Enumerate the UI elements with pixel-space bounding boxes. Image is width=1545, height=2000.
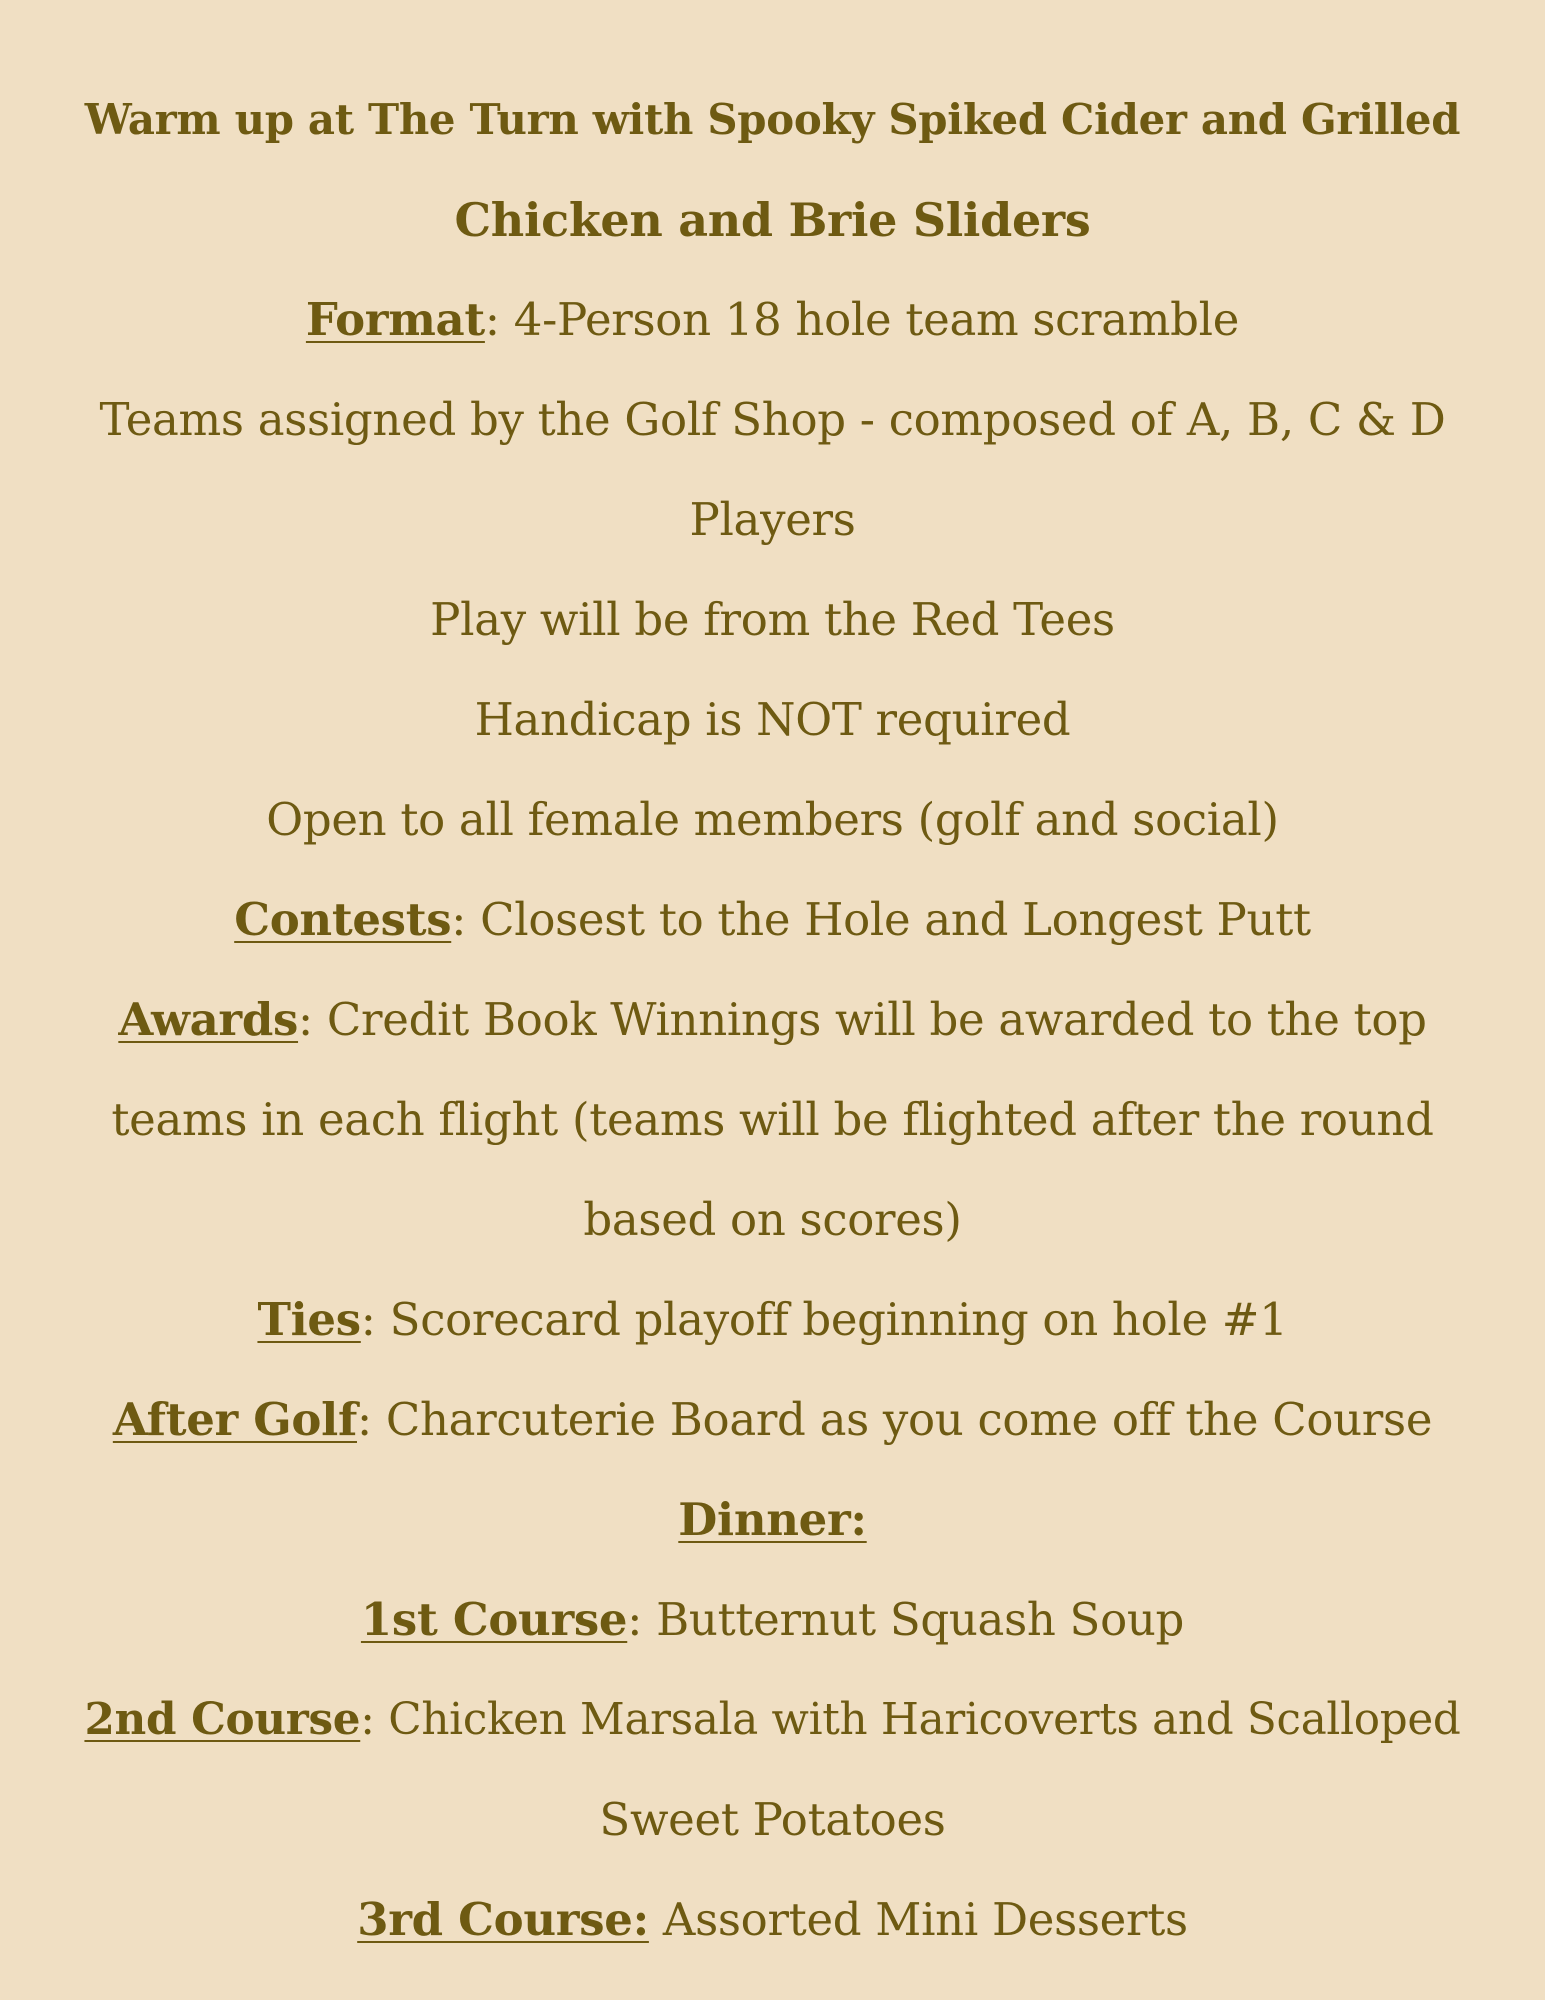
course-1-label: 1st Course bbox=[360, 1593, 628, 1646]
ties-row bbox=[70, 1270, 1475, 1370]
ties-label: Ties bbox=[257, 1293, 361, 1346]
format-label: Format bbox=[305, 293, 485, 346]
course-3-text: Assorted Mini Desserts bbox=[648, 1893, 1188, 1946]
ties-text: : Scorecard playoff beginning on hole #1 bbox=[360, 1293, 1288, 1346]
tees-row: Play will be from the Red Tees bbox=[430, 593, 1115, 646]
after-golf-row bbox=[70, 1370, 1475, 1470]
dinner-row bbox=[70, 1470, 1475, 1570]
contests-label: Contests bbox=[234, 893, 452, 946]
teams-line-2: Players bbox=[689, 493, 856, 546]
after-golf-label: After Golf bbox=[112, 1393, 357, 1446]
handicap-row: Handicap is NOT required bbox=[474, 693, 1071, 746]
course-2-line-2: Sweet Potatoes bbox=[599, 1793, 946, 1846]
awards-text: : Credit Book Winnings will be awarded to the top bbox=[298, 993, 1427, 1046]
course-2-label: 2nd Course bbox=[84, 1694, 361, 1745]
awards-label: Awards bbox=[118, 993, 299, 1046]
course-3-label: 3rd Course: bbox=[357, 1893, 649, 1946]
course-1-text: : Butternut Squash Soup bbox=[627, 1593, 1185, 1646]
event-headline bbox=[70, 70, 1475, 270]
contests-text: : Closest to the Hole and Longest Putt bbox=[451, 893, 1311, 946]
dinner-label: Dinner: bbox=[678, 1493, 867, 1546]
awards-row bbox=[70, 970, 1475, 1070]
course-2-row bbox=[70, 1670, 1475, 1770]
open-to-row: Open to all female members (golf and social) bbox=[266, 793, 1279, 846]
format-text: : 4-Person 18 hole team scramble bbox=[484, 293, 1240, 346]
headline-line-2: Chicken and Brie Sliders bbox=[454, 193, 1091, 247]
contests-row bbox=[70, 870, 1475, 970]
awards-line-3: based on scores) bbox=[583, 1193, 962, 1246]
course-2-text: : Chicken Marsala with Haricoverts and Scalloped bbox=[360, 1694, 1461, 1745]
awards-line-2: teams in each flight (teams will be flighted after the round bbox=[111, 1093, 1434, 1146]
after-golf-text: : Charcuterie Board as you come off the Course bbox=[357, 1393, 1433, 1446]
course-3-row bbox=[70, 1870, 1475, 1970]
course-1-row bbox=[70, 1570, 1475, 1670]
teams-line-1: Teams assigned by the Golf Shop - composed of A, B, C & D bbox=[99, 393, 1446, 446]
headline-line-1: Warm up at The Turn with Spooky Spiked Cider and Grilled bbox=[84, 95, 1461, 144]
format-row bbox=[70, 270, 1475, 370]
